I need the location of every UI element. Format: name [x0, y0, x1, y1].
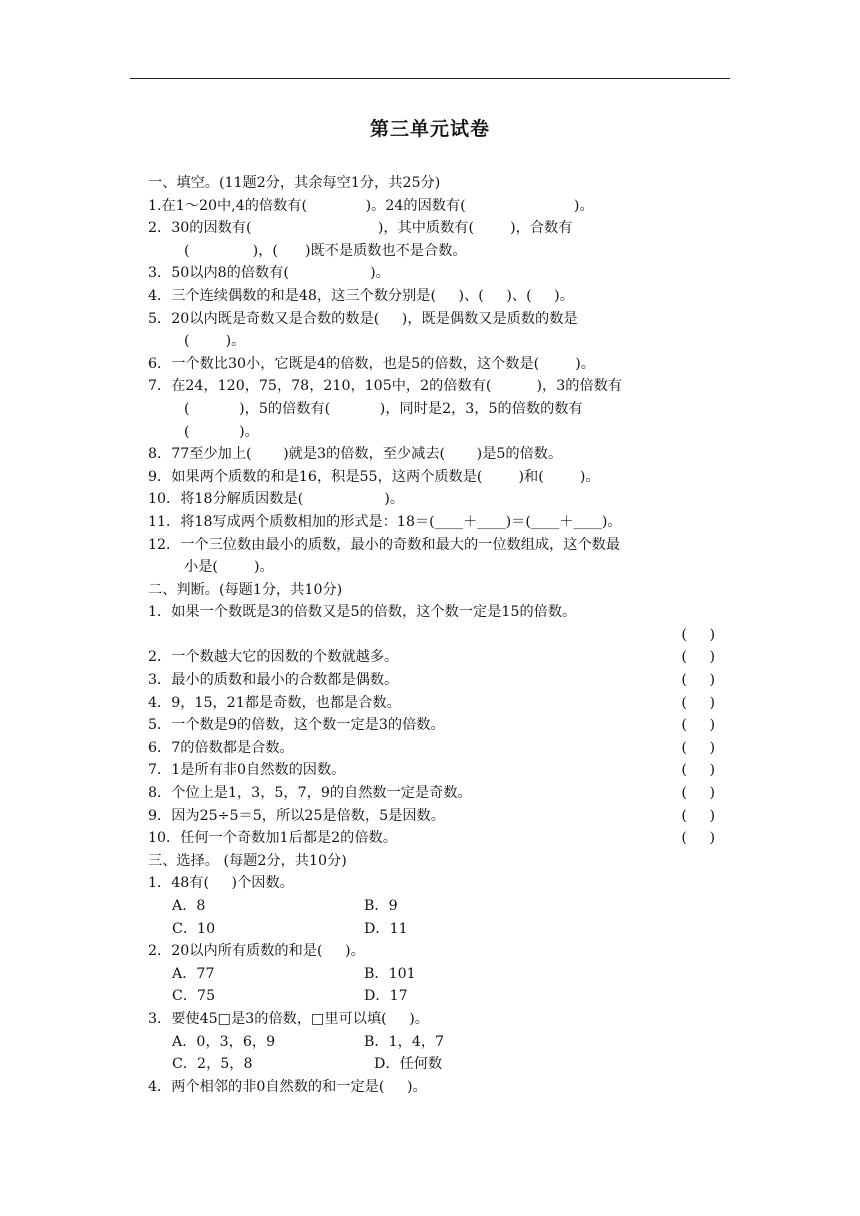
choice-q2-row1	[148, 963, 733, 986]
option-b: B．1，4，7	[364, 1033, 445, 1050]
fill-q7-cont1: ( )，5的倍数有( )，同时是2，3，5的倍数的数有	[184, 400, 583, 417]
option-a: A．8	[172, 898, 206, 914]
judge-q4	[148, 692, 733, 715]
fill-q3: 3．50以内8的倍数有( )。	[148, 265, 390, 282]
judge-text: 8．个位上是1，3，5，7，9的自然数一定是奇数。	[148, 785, 472, 802]
exam-body	[148, 172, 733, 1098]
option-c: C．10	[172, 920, 216, 937]
section1-heading: 一、填空。(11题2分，其余每空1分，共25分)	[148, 175, 441, 191]
choice-q2-stem: 2．20以内所有质数的和是( )。	[148, 943, 365, 960]
option-b: B．101	[364, 965, 416, 982]
page-title: 第三单元试卷	[369, 118, 490, 140]
fill-q12: 12．一个三位数由最小的质数，最小的奇数和最大的一位数组成，这个数最	[148, 536, 621, 553]
answer-paren: ( )	[681, 626, 715, 643]
choice-q3-row2	[148, 1053, 733, 1076]
fill-q1: 1.在1～20中,4的倍数有( )。24的因数有( )。	[148, 197, 594, 214]
answer-paren: ( )	[681, 672, 715, 689]
judge-q8	[148, 782, 733, 805]
option-a: A．0，3，6，9	[172, 1033, 276, 1050]
option-c: C．75	[172, 988, 216, 1005]
answer-paren: ( )	[681, 830, 715, 847]
judge-q10	[148, 827, 733, 850]
fill-q12-cont: 小是( )。	[184, 559, 274, 576]
choice-q2-row2	[148, 985, 733, 1008]
choice-q3-row1	[148, 1031, 733, 1054]
choice-q3-stem: 3．要使45□是3的倍数，□里可以填( )。	[148, 1010, 429, 1027]
judge-text: 7．1是所有非0自然数的因数。	[148, 762, 346, 779]
judge-q5	[148, 714, 733, 737]
fill-q7-cont2: ( )。	[184, 423, 259, 440]
answer-paren: ( )	[681, 649, 715, 666]
choice-q1-row1	[148, 895, 733, 918]
option-b: B．9	[364, 898, 398, 914]
option-d: D．任何数	[374, 1056, 443, 1073]
judge-text: 10．任何一个奇数加1后都是2的倍数。	[148, 830, 397, 847]
choice-q1-row2	[148, 918, 733, 941]
fill-q2-cont: ( )，( )既不是质数也不是合数。	[184, 242, 467, 259]
judge-q2	[148, 646, 733, 669]
fill-q5-cont: ( )。	[184, 333, 246, 350]
answer-paren: ( )	[681, 807, 715, 824]
fill-q11: 11．将18写成两个质数相加的形式是：18＝(____＋____)＝(____＋____)。	[148, 513, 622, 530]
choice-q4-stem: 4．两个相邻的非0自然数的和一定是( )。	[148, 1078, 427, 1095]
judge-text: 2．一个数越大它的因数的个数就越多。	[148, 649, 399, 666]
judge-q1-answer-row	[148, 624, 733, 647]
choice-q1-stem: 1．48有( )个因数。	[148, 875, 294, 892]
answer-paren: ( )	[681, 717, 715, 734]
section3-heading: 三、选择。 (每题2分，共10分)	[148, 852, 347, 869]
answer-paren: ( )	[681, 694, 715, 711]
option-d: D．17	[364, 988, 408, 1005]
judge-q1: 1．如果一个数既是3的倍数又是5的倍数，这个数一定是15的倍数。	[148, 604, 577, 621]
judge-text: 4．9，15，21都是奇数，也都是合数。	[148, 694, 401, 711]
section2-heading: 二、判断。(每题1分，共10分)	[148, 581, 343, 598]
judge-q6	[148, 737, 733, 760]
judge-q3	[148, 669, 733, 692]
option-c: C．2，5，8	[172, 1056, 253, 1073]
fill-q7: 7．在24，120，75，78，210，105中，2的倍数有( )，3的倍数有	[148, 378, 623, 395]
judge-q7	[148, 759, 733, 782]
answer-paren: ( )	[681, 739, 715, 756]
fill-q5: 5．20以内既是奇数又是合数的数是( )，既是偶数又是质数的数是	[148, 310, 578, 327]
judge-text: 9．因为25÷5＝5，所以25是倍数，5是因数。	[148, 807, 445, 824]
answer-paren: ( )	[681, 785, 715, 802]
option-d: D．11	[364, 920, 408, 937]
fill-q10: 10．将18分解质因数是( )。	[148, 491, 405, 508]
fill-q9: 9．如果两个质数的和是16，积是55，这两个质数是( )和( )。	[148, 468, 600, 485]
fill-q4: 4．三个连续偶数的和是48，这三个数分别是( )、( )、( )。	[148, 287, 574, 304]
judge-text: 6．7的倍数都是合数。	[148, 739, 294, 756]
answer-paren: ( )	[681, 762, 715, 779]
judge-q9	[148, 805, 733, 828]
top-rule	[130, 78, 730, 79]
judge-text: 5．一个数是9的倍数，这个数一定是3的倍数。	[148, 717, 445, 734]
judge-text: 3．最小的质数和最小的合数都是偶数。	[148, 672, 399, 689]
fill-q8: 8．77至少加上( )就是3的倍数，至少减去( )是5的倍数。	[148, 446, 563, 463]
fill-q6: 6．一个数比30小，它既是4的倍数，也是5的倍数，这个数是( )。	[148, 355, 595, 372]
fill-q2: 2．30的因数有( )，其中质数有( )，合数有	[148, 220, 573, 237]
option-a: A．77	[172, 965, 215, 982]
